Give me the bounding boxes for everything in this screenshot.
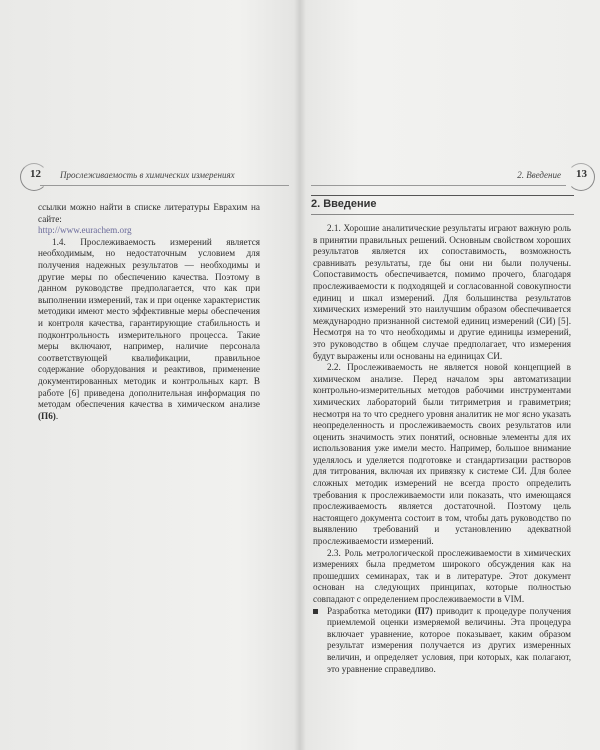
right-text-column (313, 223, 571, 675)
left-header-rule (40, 185, 289, 186)
section-title: 2. Введение (311, 195, 574, 215)
right-para-3: 2.3. Роль метрологической прослеживаемости в химических измерениях была предметом широкого обсуждения как на прошедших семинарах, так и в литературе. Этот документ основан на следующих принципах, которые полностью совпадают с определением прослеживаемости в VIM. (313, 547, 571, 604)
right-page (301, 0, 600, 750)
left-para-1-text: 1.4. Прослеживаемость измерений является необходимым, но недостаточным условием для получения надежных результатов — необходимы и другие меры по обеспечению качества. Поэтому в данном руководстве предполагается, что как при выполнении измерений, так и при оценке характеристик методики имеют место эффективные меры обеспечения и контроля качества, гарантирующие стабильность и подконтрольность измерительного процесса. Такие меры включают, например, наличие персонала соответствующей квалификации, правильное содержание оборудования и реактивов, применение документированных методик и контрольных карт. В работе [6] приведена дополнительная информация по методам обеспечения качества в химическом анализе (38, 236, 260, 410)
bullet-1-rest: приводит к процедуре получения приемлемой оценки измеряемой величины. Эта процедура включает уравнение, которое показывает, каким образом результат измерения получается из других измеренных величин, и определяет условия, при которых, как полагают, это уравнение справедливо. (327, 605, 572, 674)
left-page (0, 0, 299, 750)
right-header-rule (311, 185, 566, 186)
left-running-head-title: Прослеживаемость в химических измерениях (60, 170, 235, 180)
right-para-2: 2.2. Прослеживаемость не является новой концепцией в химическом анализе. Перед началом эры автоматизации контрольно-измерительных методов рабочими инструментами химических лабораторий были титриметрия и гравиметрия; несмотря на то что среднего уровня аналитик не мог ясно указать неопределенность и прослеживаемость своих результатов или оценить значимость этих понятий, основные элементы для их использования уже имели место. Например, большое внимание уделялось и уделяется подготовке и стандартизации растворов для титрования, включая их привязку к системе СИ. Для более сложных методик измерений не всегда просто определить требования к прослеживаемости или показать, что имеющаяся прослеживаемость является достаточной. Поэтому цель настоящего документа состоит в том, чтобы дать руководство по выявлению требований и установлению адекватной прослеживаемости измерений. (313, 362, 571, 547)
square-bullet-icon (313, 609, 318, 614)
left-para-0 (38, 202, 260, 237)
eurachem-link[interactable]: http://www.eurachem.org (38, 225, 132, 236)
bullet-1-text (327, 606, 571, 676)
left-text-column (38, 202, 260, 422)
left-para-1-end: . (55, 410, 59, 421)
right-para-1: 2.1. Хорошие аналитические результаты играют важную роль в принятии правильных решений. Основным свойством хороших результатов является их сопоставимость, возможность сравнивать результаты, где бы они ни были получены. Сопоставимость обеспечивается, помимо прочего, благодаря прослеживаемости к подходящей и согласованной совокупности единиц и шкал измерений. Для большинства результатов химических измерений это наилучшим образом обеспечивается международно признанной системой единиц измерений (СИ) [5]. Несмотря на то что необходимы и другие единицы измерений, это руководство в общем случае предполагает, что измерения будут выражены или основаны на единицах СИ. (313, 223, 571, 361)
left-para-1-ref: (П6) (38, 410, 56, 421)
bullet-1-start: Разработка методики (327, 605, 411, 616)
right-page-number: 13 (576, 168, 587, 180)
page-number-arc-icon (567, 163, 595, 191)
bullet-item-1 (313, 606, 571, 676)
left-page-number: 12 (30, 168, 41, 180)
left-para-0-line-1: ссылки можно найти в списке литературы Еврахим на сайте: (38, 202, 260, 224)
left-para-1 (38, 237, 260, 423)
right-running-head-title: 2. Введение (517, 170, 561, 180)
bullet-1-ref: (П7) (414, 605, 433, 616)
